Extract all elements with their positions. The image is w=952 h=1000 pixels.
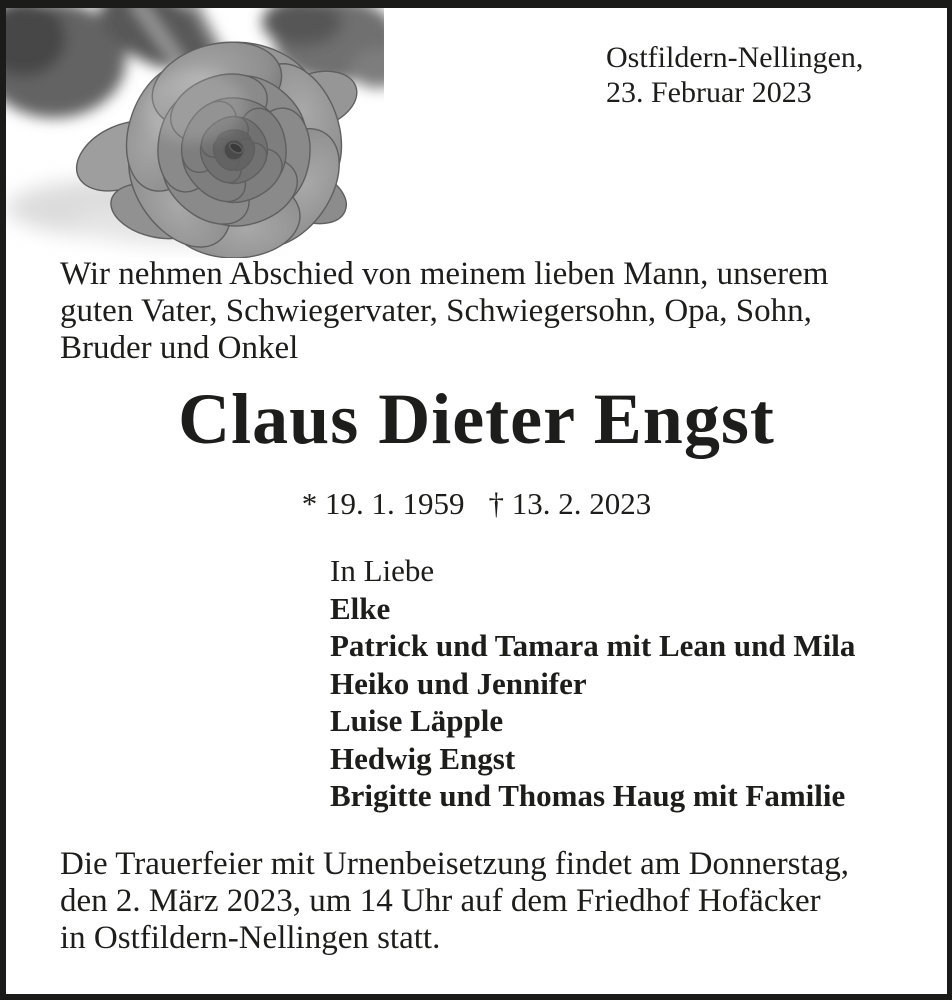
funeral-line: in Ostfildern-Nellingen statt. — [60, 920, 441, 956]
funeral-line: Die Trauerfeier mit Urnenbeisetzung findet am Donnerstag, — [60, 846, 850, 882]
death-date: † 13. 2. 2023 — [488, 486, 652, 521]
mourner-name: Hedwig Engst — [330, 740, 516, 776]
mourner-name: Elke — [330, 590, 391, 626]
mourner-name: Patrick und Tamara mit Lean und Mila — [330, 628, 856, 663]
dateline — [606, 40, 863, 110]
mourners-intro: In Liebe — [330, 553, 435, 588]
mourner-name: Heiko und Jennifer — [330, 665, 587, 701]
intro-line: Wir nehmen Abschied von meinem lieben Mann, unserem — [60, 256, 829, 292]
funeral-line: den 2. März 2023, um 14 Uhr auf dem Friedhof Hofäcker — [60, 883, 821, 919]
deceased-name: Claus Dieter Engst — [178, 379, 775, 459]
mourner-name: Brigitte und Thomas Haug mit Familie — [330, 778, 846, 813]
life-dates — [6, 486, 947, 522]
intro-line: Bruder und Onkel — [60, 330, 299, 366]
dateline-place: Ostfildern-Nellingen, — [606, 41, 864, 74]
intro-text — [60, 256, 828, 367]
funeral-info — [60, 846, 849, 957]
mourner-name: Luise Läpple — [330, 703, 504, 738]
intro-line: guten Vater, Schwiegervater, Schwiegersohn, Opa, Sohn, — [60, 293, 812, 329]
rose-illustration — [6, 8, 384, 258]
mourners-block — [330, 552, 855, 815]
rose-photo — [6, 8, 384, 258]
birth-date: * 19. 1. 1959 — [301, 486, 465, 521]
dateline-date: 23. Februar 2023 — [606, 76, 812, 109]
